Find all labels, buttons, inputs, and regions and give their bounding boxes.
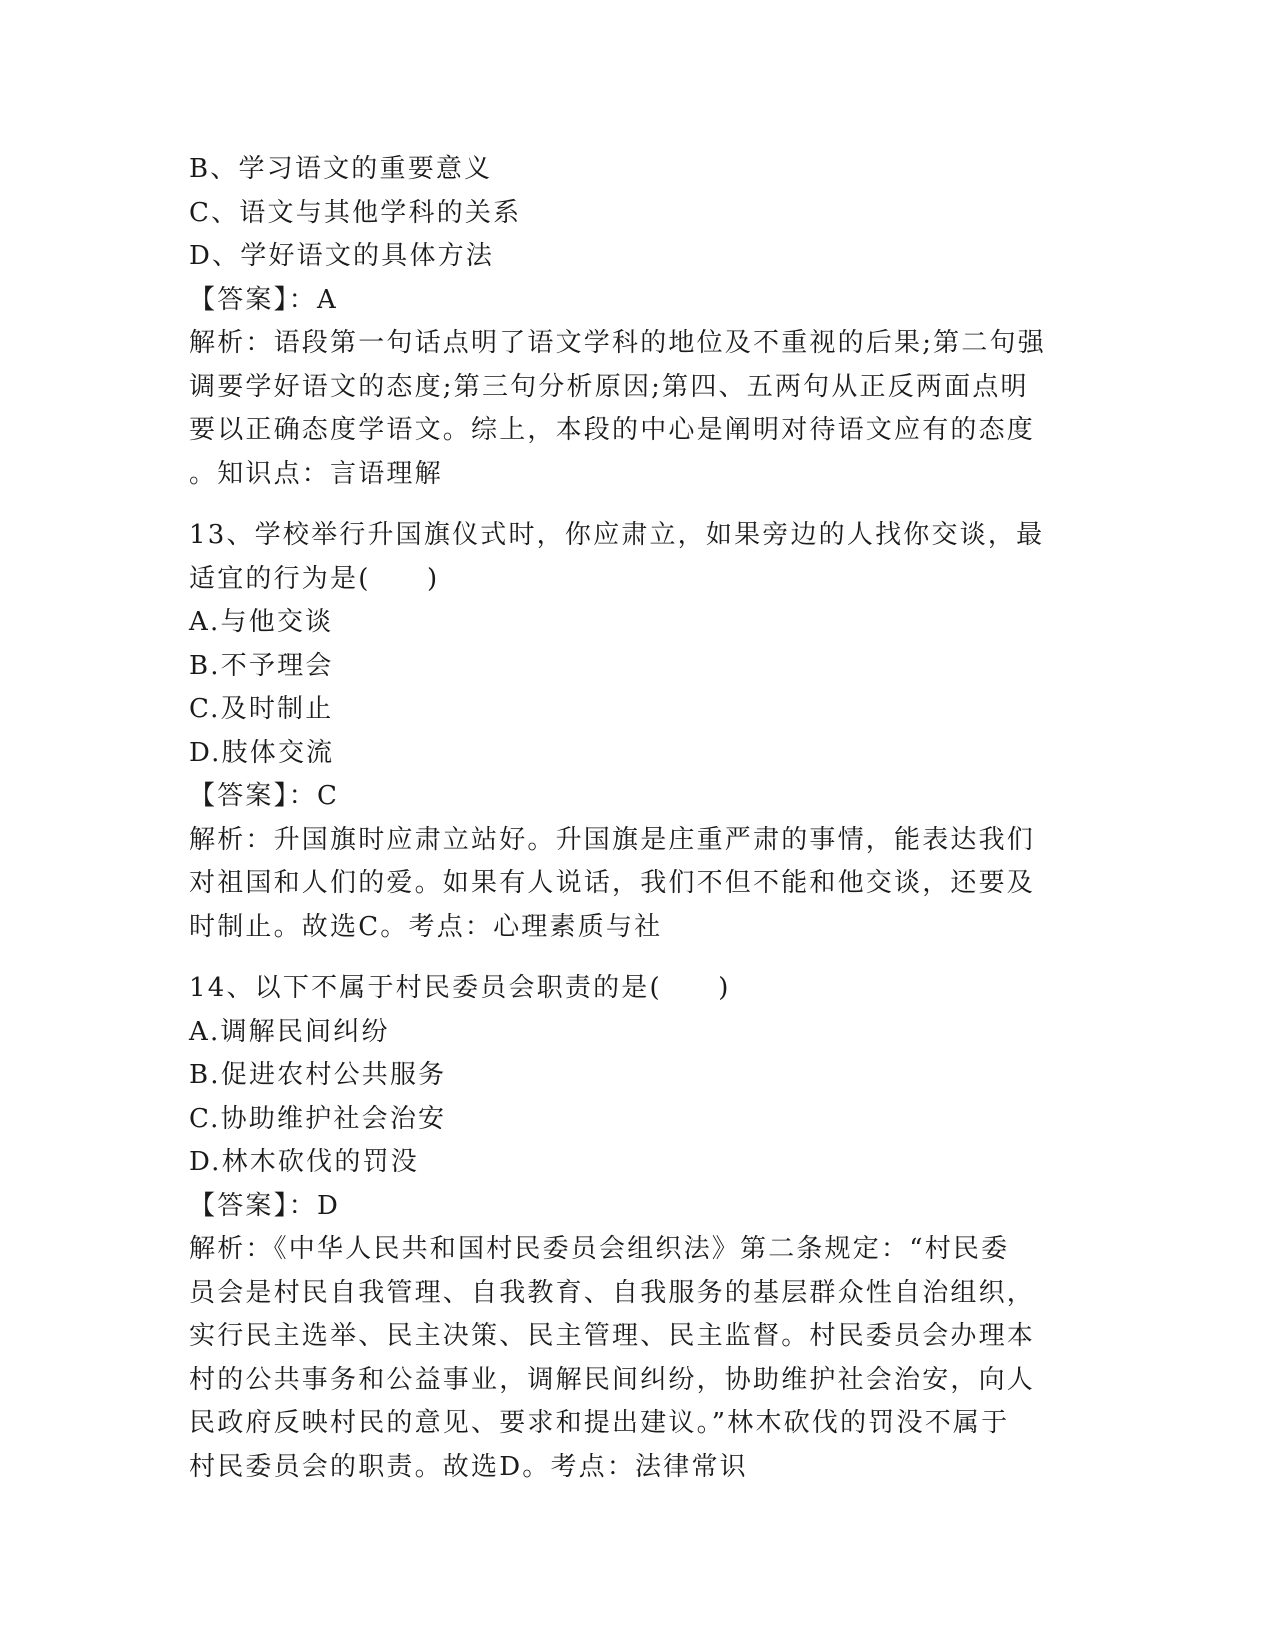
analysis-line: 员会是村民自我管理、自我教育、自我服务的基层群众性自治组织， [189, 1277, 1036, 1308]
analysis-line: 解析：升国旗时应肃立站好。升国旗是庄重严肃的事情，能表达我们 [189, 824, 1036, 855]
option-c: C、语文与其他学科的关系 [189, 197, 522, 228]
analysis-line: 调要学好语文的态度;第三句分析原因;第四、五两句从正反两面点明 [189, 371, 1029, 402]
answer-label: 【答案】：A [189, 284, 338, 315]
analysis-line: 实行民主选举、民主决策、民主管理、民主监督。村民委员会办理本 [189, 1321, 1036, 1351]
option-a: A.与他交谈 [189, 607, 334, 637]
option-c: C.及时制止 [189, 694, 334, 724]
analysis-line: 民政府反映村民的意见、要求和提出建议。”林木砍伐的罚没不属于 [189, 1408, 1010, 1438]
analysis-line: 村的公共事务和公益事业，调解民间纠纷，协助维护社会治安，向人 [189, 1364, 1036, 1395]
option-d: D.林木砍伐的罚没 [189, 1147, 419, 1177]
section-gap [189, 496, 1089, 514]
question-text: 14、以下不属于村民委员会职责的是( ) [189, 973, 731, 1003]
option-b: B.不予理会 [189, 650, 334, 681]
analysis-line: 解析：《中华人民共和国村民委员会组织法》第二条规定：“村民委 [189, 1234, 1010, 1264]
answer-label: 【答案】：D [189, 1190, 341, 1221]
answer-label: 【答案】：C [189, 781, 340, 811]
question-12-block [189, 148, 1089, 496]
question-text: 适宜的行为是( ) [189, 563, 440, 594]
analysis-line: 要以正确态度学语文。综上，本段的中心是阐明对待语文应有的态度 [189, 415, 1036, 445]
option-d: D、学好语文的具体方法 [189, 241, 495, 271]
option-b: B、学习语文的重要意义 [189, 154, 493, 184]
option-a: A.调解民间纠纷 [189, 1016, 390, 1047]
analysis-line: 对祖国和人们的爱。如果有人说话，我们不但不能和他交谈，还要及 [189, 868, 1036, 898]
analysis-line: 村民委员会的职责。故选D。考点：法律常识 [189, 1451, 748, 1482]
analysis-line: 。知识点：言语理解 [189, 458, 443, 489]
option-d: D.肢体交流 [189, 737, 335, 768]
question-text: 13、学校举行升国旗仪式时，你应肃立，如果旁边的人找你交谈，最 [189, 520, 1045, 550]
section-gap [189, 949, 1089, 967]
analysis-line: 解析：语段第一句话点明了语文学科的地位及不重视的后果;第二句强 [189, 328, 1046, 358]
document-page [189, 148, 1089, 1489]
option-c: C.协助维护社会治安 [189, 1103, 447, 1134]
question-13-block [189, 514, 1089, 949]
option-b: B.促进农村公共服务 [189, 1060, 447, 1090]
analysis-line: 时制止。故选C。考点：心理素质与社 [189, 911, 663, 942]
question-14-block [189, 967, 1089, 1489]
